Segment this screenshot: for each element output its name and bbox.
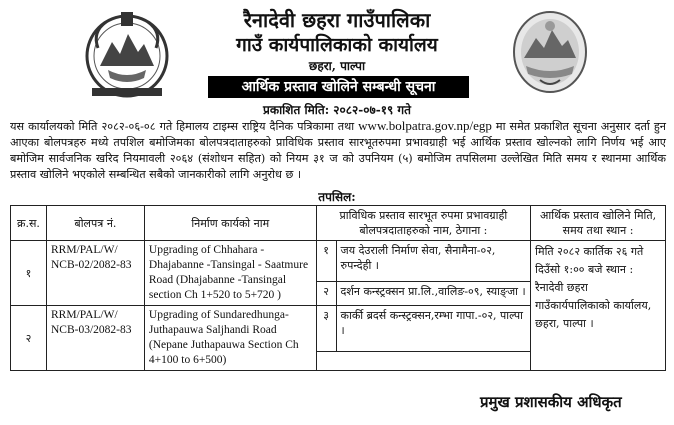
municipality-name: रैनादेवी छहरा गाउँपालिका bbox=[243, 8, 431, 32]
header-work: निर्माण कार्यको नाम bbox=[144, 206, 316, 241]
row-work: Upgrading of Chhahara - Dhajabanne -Tansingal - Saatmure Road (Dhajabanne -Tansingal section Ch 1+520 to 5+720 ) bbox=[144, 241, 316, 306]
bidder-number: ३ bbox=[316, 306, 336, 352]
bid-table bbox=[10, 205, 666, 371]
office-address: छहरा, पाल्पा bbox=[308, 59, 366, 73]
header-bid-no: बोलपत्र नं. bbox=[46, 206, 144, 241]
notice-body bbox=[10, 118, 666, 183]
notice-title: आर्थिक प्रस्ताव खोलिने सम्बन्धी सूचना bbox=[208, 76, 469, 98]
header-opening: आर्थिक प्रस्ताव खोलिने मिति, समय तथा स्थान : bbox=[531, 206, 666, 241]
published-date: प्रकाशित मिति: २०८२-०७-१९ गते bbox=[263, 103, 411, 117]
bidder-name: कार्की ब्रदर्स कन्स्ट्रक्सन,रम्भा गापा.-०२, पाल्पा । bbox=[336, 306, 531, 352]
bidder-number: २ bbox=[316, 282, 336, 306]
bidder-number: १ bbox=[316, 241, 336, 282]
empty-cell bbox=[316, 352, 531, 371]
row-sn: १ bbox=[11, 241, 47, 306]
bidder-name: दर्शन कन्स्ट्रक्सन प्रा.लि.,वालिङ-०९, स्याङ्जा । bbox=[336, 282, 531, 306]
row-sn: २ bbox=[11, 306, 47, 371]
row-bid-no: RRM/PAL/W/ NCB-03/2082-83 bbox=[46, 306, 144, 371]
row-work: Upgrading of Sundaredhunga-Juthapauwa Saljhandi Road (Nepane Juthapauwa Section Ch 4+100 to 6+500) bbox=[144, 306, 316, 371]
row-bid-no: RRM/PAL/W/ NCB-02/2082-83 bbox=[46, 241, 144, 306]
table-header-row bbox=[11, 206, 666, 241]
header-bidders: प्राविधिक प्रस्ताव सारभूत रुपमा प्रभावग्राही बोलपत्रदाताहरुको नाम, ठेगाना : bbox=[316, 206, 531, 241]
opening-details: मिति २०८२ कार्तिक २६ गते दिउँसो १:०० बजे स्थान : रैनादेवी छहरा गाउँकार्यपालिकाको कार्यालय, छहरा, पाल्पा । bbox=[531, 241, 666, 371]
table-caption: तपसिल: bbox=[318, 190, 356, 204]
bidder-name: जय देउराली निर्माण सेवा, सैनामैना-०२, रुपन्देही । bbox=[336, 241, 531, 282]
notice-body-part2: मा समेत प्रकाशित सूचना अनुसार दर्ता हुन आएका बोलपत्रहरु मध्ये तपशिल बमोजिमका बोलपत्रदाताहरुको प्राविधिक प्रस्ताव सारभूतरुपमा प्रभावग्राही भई आर्थिक प्रस्ताव खोल्नको लागि निर्णय भई आए बमोजिम सार्वजनिक खरिद नियमावली २०६४ (संशोधन सहित) को नियम ३१ ज को उपनियम (५) बमोजिम तपसिलमा उल्लेखित मिति समय र स्थानमा आर्थिक प्रस्ताव खोलिने भएकोले सम्बन्धित सबैको जानकारीको लागि अनुरोध छ । bbox=[10, 120, 666, 181]
website-link[interactable]: www.bolpatra.gov.np/egp bbox=[358, 118, 492, 133]
table-row bbox=[11, 241, 666, 282]
office-name: गाउँ कार्यपालिकाको कार्यालय bbox=[236, 34, 438, 56]
header-sn: क्र.स. bbox=[11, 206, 47, 241]
notice-body-part1: यस कार्यालयको मिति २०८२-०६-०८ गते हिमालय टाइम्स राष्ट्रिय दैनिक पत्रिकामा तथा bbox=[10, 120, 355, 133]
signatory: प्रमुख प्रशासकीय अधिकृत bbox=[480, 393, 622, 411]
